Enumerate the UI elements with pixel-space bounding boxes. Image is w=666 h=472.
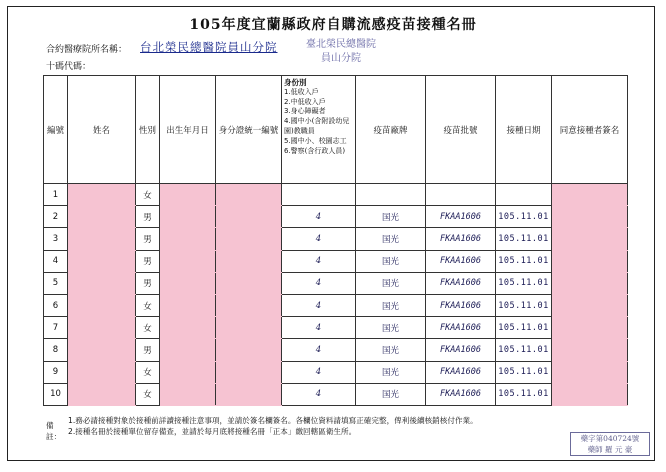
header-name: 姓名 [68, 76, 136, 184]
hospital-stamp [306, 38, 376, 66]
id-cell [216, 339, 282, 361]
table-row [44, 294, 628, 316]
status-item: 4.國中小(含附設幼兒園)教職員 [284, 117, 350, 135]
name-cell [68, 383, 136, 405]
gender-cell: 女 [136, 317, 160, 339]
brand-cell: 国光 [356, 383, 426, 405]
brand-cell: 国光 [356, 272, 426, 294]
notes-label: 備註： [46, 421, 62, 441]
row-number: 2 [44, 206, 68, 228]
name-cell [68, 361, 136, 383]
consent-cell [552, 317, 628, 339]
birth-cell [160, 206, 216, 228]
vaccination-table [43, 75, 628, 406]
table-row [44, 272, 628, 294]
header-brand: 疫苗廠牌 [356, 76, 426, 184]
status-cell: 4 [282, 361, 356, 383]
header-no: 編號 [44, 76, 68, 184]
brand-cell: 国光 [356, 317, 426, 339]
header-birth: 出生年月日 [160, 76, 216, 184]
status-item: 3.身心障礙者 [284, 107, 326, 116]
status-title: 身份別 [284, 78, 307, 87]
header-id: 身分證統一編號 [216, 76, 282, 184]
hospital-label: 合約醫療院所名稱： [46, 45, 128, 55]
id-cell [216, 294, 282, 316]
seal-line: 藥字第040724號 [580, 434, 640, 443]
table-row [44, 383, 628, 405]
lot-cell: FKAA1606 [426, 250, 496, 272]
birth-cell [160, 339, 216, 361]
gender-cell: 女 [136, 184, 160, 206]
name-cell [68, 272, 136, 294]
id-cell [216, 317, 282, 339]
date-cell: 105.11.01 [496, 228, 552, 250]
lot-cell [426, 184, 496, 206]
gender-cell: 女 [136, 294, 160, 316]
table-row [44, 317, 628, 339]
date-cell: 105.11.01 [496, 250, 552, 272]
gender-cell: 男 [136, 206, 160, 228]
brand-cell: 国光 [356, 250, 426, 272]
date-cell [496, 184, 552, 206]
brand-cell [356, 184, 426, 206]
table-row [44, 339, 628, 361]
row-number: 7 [44, 317, 68, 339]
date-cell: 105.11.01 [496, 383, 552, 405]
gender-cell: 女 [136, 383, 160, 405]
date-cell: 105.11.01 [496, 294, 552, 316]
name-cell [68, 250, 136, 272]
hospital-name: 台北榮民總醫院員山分院 [140, 40, 278, 54]
consent-cell [552, 272, 628, 294]
birth-cell [160, 361, 216, 383]
stamp-line: 員山分院 [321, 53, 361, 64]
consent-cell [552, 228, 628, 250]
row-number: 5 [44, 272, 68, 294]
name-cell [68, 184, 136, 206]
status-item: 1.低收入戶 [284, 87, 319, 96]
note-line: 1.務必請接種對象於接種前詳讀接種注意事項，並請於簽名欄簽名。各欄位資料請填寫正確完整，俾利後續核銷核付作業。 [68, 416, 478, 425]
seal-line: 藥師 羅 元 豪 [587, 445, 633, 454]
row-number: 6 [44, 294, 68, 316]
lot-cell: FKAA1606 [426, 317, 496, 339]
header-status [282, 76, 356, 184]
gender-cell: 男 [136, 250, 160, 272]
consent-cell [552, 206, 628, 228]
id-cell [216, 361, 282, 383]
birth-cell [160, 272, 216, 294]
table-row [44, 228, 628, 250]
row-number: 8 [44, 339, 68, 361]
id-cell [216, 272, 282, 294]
birth-cell [160, 317, 216, 339]
code-label: 十碼代碼： [46, 62, 92, 72]
row-number: 3 [44, 228, 68, 250]
consent-cell [552, 361, 628, 383]
table-row [44, 361, 628, 383]
name-cell [68, 317, 136, 339]
gender-cell: 男 [136, 228, 160, 250]
status-item: 5.國中小、校園志工 [284, 136, 347, 145]
stamp-line: 臺北榮民總醫院 [306, 39, 376, 50]
id-cell [216, 383, 282, 405]
date-cell: 105.11.01 [496, 317, 552, 339]
birth-cell [160, 184, 216, 206]
birth-cell [160, 250, 216, 272]
table-header-row [44, 76, 628, 184]
status-cell: 4 [282, 383, 356, 405]
brand-cell: 国光 [356, 361, 426, 383]
status-item: 6.警察(含行政人員) [284, 146, 346, 155]
date-cell: 105.11.01 [496, 272, 552, 294]
consent-cell [552, 339, 628, 361]
id-cell [216, 250, 282, 272]
status-cell: 4 [282, 228, 356, 250]
birth-cell [160, 383, 216, 405]
status-cell: 4 [282, 317, 356, 339]
consent-cell [552, 383, 628, 405]
status-item: 2.中低收入戶 [284, 97, 326, 106]
status-cell: 4 [282, 339, 356, 361]
status-cell: 4 [282, 206, 356, 228]
name-cell [68, 339, 136, 361]
header-consent: 同意接種者簽名 [552, 76, 628, 184]
id-cell [216, 206, 282, 228]
status-cell: 4 [282, 250, 356, 272]
header-date: 接種日期 [496, 76, 552, 184]
row-number: 9 [44, 361, 68, 383]
pharmacist-seal [570, 432, 650, 456]
lot-cell: FKAA1606 [426, 383, 496, 405]
brand-cell: 国光 [356, 294, 426, 316]
table-row [44, 184, 628, 206]
lot-cell: FKAA1606 [426, 339, 496, 361]
header-lot: 疫苗批號 [426, 76, 496, 184]
row-number: 10 [44, 383, 68, 405]
consent-cell [552, 184, 628, 206]
lot-cell: FKAA1606 [426, 206, 496, 228]
note-line: 2.接種名冊於接種單位留存備查，並請於每月底將接種名冊「正本」繳回轄區衛生所。 [68, 427, 357, 436]
name-cell [68, 294, 136, 316]
date-cell: 105.11.01 [496, 206, 552, 228]
table-row [44, 206, 628, 228]
status-cell: 4 [282, 294, 356, 316]
birth-cell [160, 228, 216, 250]
table-row [44, 250, 628, 272]
gender-cell: 女 [136, 361, 160, 383]
gender-cell: 男 [136, 272, 160, 294]
page-title: 105年度宜蘭縣政府自購流感疫苗接種名冊 [189, 17, 477, 33]
brand-cell: 国光 [356, 339, 426, 361]
lot-cell: FKAA1606 [426, 294, 496, 316]
consent-cell [552, 294, 628, 316]
lot-cell: FKAA1606 [426, 228, 496, 250]
status-cell: 4 [282, 272, 356, 294]
lot-cell: FKAA1606 [426, 272, 496, 294]
row-number: 1 [44, 184, 68, 206]
id-cell [216, 184, 282, 206]
brand-cell: 国光 [356, 206, 426, 228]
header-gender: 性別 [136, 76, 160, 184]
status-cell [282, 184, 356, 206]
row-number: 4 [44, 250, 68, 272]
date-cell: 105.11.01 [496, 361, 552, 383]
gender-cell: 男 [136, 339, 160, 361]
birth-cell [160, 294, 216, 316]
date-cell: 105.11.01 [496, 339, 552, 361]
lot-cell: FKAA1606 [426, 361, 496, 383]
name-cell [68, 228, 136, 250]
id-cell [216, 228, 282, 250]
brand-cell: 国光 [356, 228, 426, 250]
consent-cell [552, 250, 628, 272]
name-cell [68, 206, 136, 228]
